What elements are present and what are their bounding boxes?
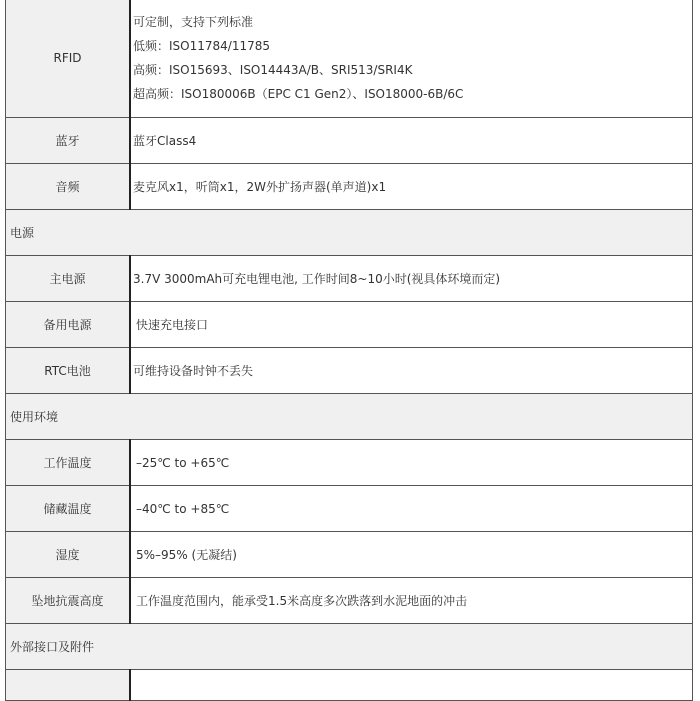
row-value-drop-resistance: 工作温度范围内，能承受1.5米高度多次跌落到水泥地面的冲击 — [130, 578, 693, 624]
row-label-rtc-battery: RTC电池 — [6, 348, 131, 394]
row-label-partial — [6, 670, 131, 701]
table-row-rtc-battery — [6, 348, 693, 394]
section-title-environment: 使用环境 — [6, 394, 693, 440]
row-value-backup-power: 快速充电接口 — [130, 302, 693, 348]
row-value-humidity: 5%–95% (无凝结) — [130, 532, 693, 578]
section-header-environment — [6, 394, 693, 440]
row-value-rtc-battery: 可维持设备时钟不丢失 — [130, 348, 693, 394]
table-row-backup-power — [6, 302, 693, 348]
table-row-bluetooth — [6, 118, 693, 164]
row-label-drop-resistance: 坠地抗震高度 — [6, 578, 131, 624]
row-label-rfid: RFID — [6, 0, 131, 118]
row-value-storage-temp: –40℃ to +85℃ — [130, 486, 693, 532]
table-row-operating-temp — [6, 440, 693, 486]
row-value-rfid — [130, 0, 693, 118]
table-row-rfid — [6, 0, 693, 118]
section-header-power — [6, 210, 693, 256]
table-row-humidity — [6, 532, 693, 578]
rfid-line-3: 高频：ISO15693、ISO14443A/B、SRI513/SRI4K — [133, 63, 413, 77]
row-value-partial — [130, 670, 693, 701]
table-row-partial — [6, 670, 693, 701]
spec-table — [5, 0, 693, 701]
row-value-bluetooth: 蓝牙Class4 — [130, 118, 693, 164]
table-row-storage-temp — [6, 486, 693, 532]
row-label-main-power: 主电源 — [6, 256, 131, 302]
table-row-drop-resistance — [6, 578, 693, 624]
rfid-line-2: 低频：ISO11784/11785 — [133, 39, 270, 53]
section-title-power: 电源 — [6, 210, 693, 256]
section-title-interfaces: 外部接口及附件 — [6, 624, 693, 670]
row-label-operating-temp: 工作温度 — [6, 440, 131, 486]
row-value-audio: 麦克风x1，听筒x1，2W外扩扬声器(单声道)x1 — [130, 164, 693, 210]
row-label-storage-temp: 储藏温度 — [6, 486, 131, 532]
rfid-line-4: 超高频：ISO180006B（EPC C1 Gen2）、ISO18000-6B/6C — [133, 87, 464, 101]
row-label-bluetooth: 蓝牙 — [6, 118, 131, 164]
rfid-line-1: 可定制，支持下列标准 — [133, 15, 254, 29]
row-label-humidity: 湿度 — [6, 532, 131, 578]
section-header-interfaces — [6, 624, 693, 670]
table-row-main-power — [6, 256, 693, 302]
row-label-backup-power: 备用电源 — [6, 302, 131, 348]
row-label-audio: 音频 — [6, 164, 131, 210]
row-value-main-power: 3.7V 3000mAh可充电锂电池, 工作时间8~10小时(视具体环境而定) — [130, 256, 693, 302]
row-value-operating-temp: –25℃ to +65℃ — [130, 440, 693, 486]
table-row-audio — [6, 164, 693, 210]
